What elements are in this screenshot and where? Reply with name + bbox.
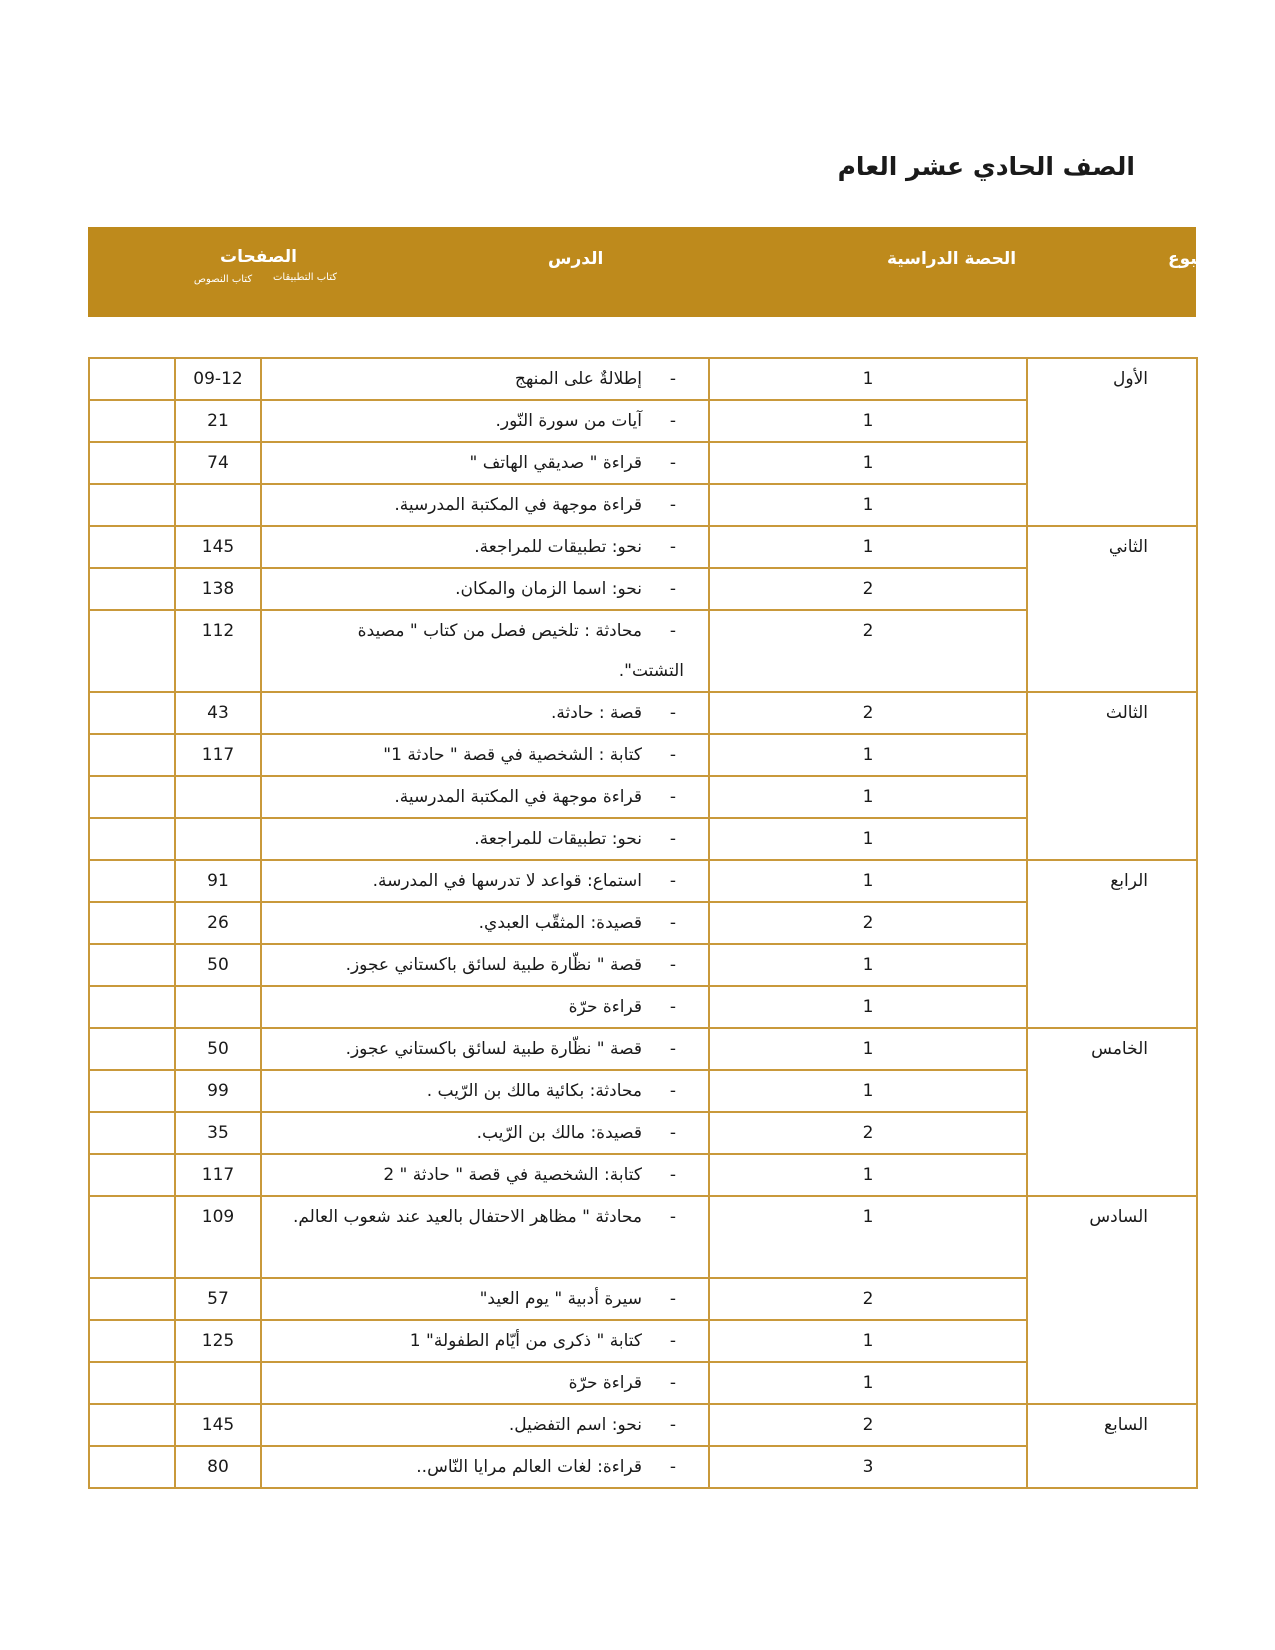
lesson-count-cell: 1 xyxy=(709,1362,1027,1404)
apps-book-pages-cell: 145 xyxy=(175,1404,261,1446)
lesson-cell xyxy=(261,860,709,902)
apps-book-pages-cell xyxy=(175,776,261,818)
texts-book-pages-cell xyxy=(89,860,175,902)
lesson-title: كتابة: الشخصية في قصة " حادثة " 2 xyxy=(383,1165,642,1185)
lesson-title: قراءة موجهة في المكتبة المدرسية. xyxy=(394,787,642,807)
texts-book-pages-cell xyxy=(89,902,175,944)
bullet-dash: - xyxy=(669,703,677,723)
lesson-count-cell: 1 xyxy=(709,734,1027,776)
lesson-count-cell: 1 xyxy=(709,484,1027,526)
header-lesson-count: الحصة الدراسية xyxy=(887,249,1017,269)
table-row xyxy=(89,692,1197,734)
header-week: الأسبوع xyxy=(1168,249,1233,269)
lesson-count-cell: 1 xyxy=(709,944,1027,986)
lesson-cell xyxy=(261,776,709,818)
texts-book-pages-cell xyxy=(89,526,175,568)
lesson-cell xyxy=(261,1362,709,1404)
lesson-cell xyxy=(261,1154,709,1196)
lesson-cell xyxy=(261,358,709,400)
texts-book-pages-cell xyxy=(89,734,175,776)
lesson-cell xyxy=(261,1320,709,1362)
lesson-count-cell: 2 xyxy=(709,1404,1027,1446)
texts-book-pages-cell xyxy=(89,944,175,986)
apps-book-pages-cell: 125 xyxy=(175,1320,261,1362)
lesson-count-cell: 1 xyxy=(709,400,1027,442)
lesson-cell xyxy=(261,610,709,692)
lesson-title: محادثة: بكائية مالك بن الرّيب . xyxy=(426,1081,642,1101)
bullet-dash: - xyxy=(669,1039,677,1059)
lesson-cell xyxy=(261,1070,709,1112)
bullet-dash: - xyxy=(669,1373,677,1393)
texts-book-pages-cell xyxy=(89,1028,175,1070)
lesson-cell xyxy=(261,902,709,944)
bullet-dash: - xyxy=(669,913,677,933)
lesson-title: نحو: اسما الزمان والمكان. xyxy=(455,579,642,599)
bullet-dash: - xyxy=(669,1207,677,1227)
bullet-dash: - xyxy=(669,453,677,473)
texts-book-pages-cell xyxy=(89,1278,175,1320)
lesson-title: نحو: تطبيقات للمراجعة. xyxy=(474,829,642,849)
lesson-title: محادثة : تلخيص فصل من كتاب " مصيدة التشتت". xyxy=(357,621,684,681)
texts-book-pages-cell xyxy=(89,358,175,400)
lesson-count-cell: 1 xyxy=(709,776,1027,818)
lesson-count-cell: 2 xyxy=(709,610,1027,692)
lesson-title: نحو: اسم التفضيل. xyxy=(508,1415,642,1435)
bullet-dash: - xyxy=(669,871,677,891)
table-row xyxy=(89,1404,1197,1446)
apps-book-pages-cell: 43 xyxy=(175,692,261,734)
apps-book-pages-cell: 145 xyxy=(175,526,261,568)
table-header xyxy=(88,227,1233,317)
lesson-count-cell: 1 xyxy=(709,358,1027,400)
apps-book-pages-cell: 117 xyxy=(175,734,261,776)
lesson-title: سيرة أدبية " يوم العيد" xyxy=(479,1289,642,1309)
bullet-dash: - xyxy=(669,1415,677,1435)
week-cell: الثالث xyxy=(1027,692,1197,860)
lesson-count-cell: 1 xyxy=(709,1320,1027,1362)
apps-book-pages-cell xyxy=(175,986,261,1028)
texts-book-pages-cell xyxy=(89,400,175,442)
apps-book-pages-cell: 117 xyxy=(175,1154,261,1196)
lesson-title: محادثة " مظاهر الاحتفال بالعيد عند شعوب العالم. xyxy=(292,1207,642,1227)
apps-book-pages-cell: 50 xyxy=(175,1028,261,1070)
apps-book-pages-cell: 91 xyxy=(175,860,261,902)
apps-book-pages-cell: 09-12 xyxy=(175,358,261,400)
week-cell: السادس xyxy=(1027,1196,1197,1404)
lesson-title: آيات من سورة النّور. xyxy=(495,411,642,431)
lesson-cell xyxy=(261,1028,709,1070)
header-pages: الصفحات xyxy=(220,247,297,267)
bullet-dash: - xyxy=(669,579,677,599)
header-texts-book: كتاب النصوص xyxy=(193,274,253,285)
lesson-count-cell: 1 xyxy=(709,1070,1027,1112)
texts-book-pages-cell xyxy=(89,484,175,526)
lesson-title: قصة : حادثة. xyxy=(550,703,642,723)
week-cell: الأول xyxy=(1027,358,1197,526)
lesson-count-cell: 2 xyxy=(709,692,1027,734)
lesson-cell xyxy=(261,1196,709,1278)
bullet-dash: - xyxy=(669,1123,677,1143)
apps-book-pages-cell: 80 xyxy=(175,1446,261,1488)
texts-book-pages-cell xyxy=(89,1112,175,1154)
texts-book-pages-cell xyxy=(89,568,175,610)
apps-book-pages-cell: 138 xyxy=(175,568,261,610)
lesson-count-cell: 2 xyxy=(709,1278,1027,1320)
texts-book-pages-cell xyxy=(89,1362,175,1404)
apps-book-pages-cell: 35 xyxy=(175,1112,261,1154)
bullet-dash: - xyxy=(669,495,677,515)
bullet-dash: - xyxy=(669,745,677,765)
texts-book-pages-cell xyxy=(89,818,175,860)
lesson-title: قصة " نظّارة طبية لسائق باكستاني عجوز. xyxy=(345,1039,642,1059)
texts-book-pages-cell xyxy=(89,610,175,692)
lesson-title: نحو: تطبيقات للمراجعة. xyxy=(474,537,642,557)
lesson-title: استماع: قواعد لا تدرسها في المدرسة. xyxy=(372,871,642,891)
bullet-dash: - xyxy=(669,955,677,975)
apps-book-pages-cell: 74 xyxy=(175,442,261,484)
lesson-count-cell: 1 xyxy=(709,986,1027,1028)
texts-book-pages-cell xyxy=(89,1320,175,1362)
bullet-dash: - xyxy=(669,787,677,807)
lesson-cell xyxy=(261,1446,709,1488)
lesson-count-cell: 2 xyxy=(709,568,1027,610)
lesson-count-cell: 2 xyxy=(709,1112,1027,1154)
lesson-count-cell: 1 xyxy=(709,526,1027,568)
lesson-cell xyxy=(261,692,709,734)
apps-book-pages-cell xyxy=(175,818,261,860)
week-cell: الرابع xyxy=(1027,860,1197,1028)
lesson-title: كتابة " ذكرى من أيّام الطفولة" 1 xyxy=(409,1331,642,1351)
lesson-cell xyxy=(261,1278,709,1320)
lesson-title: قصة " نظّارة طبية لسائق باكستاني عجوز. xyxy=(345,955,642,975)
texts-book-pages-cell xyxy=(89,1196,175,1278)
lesson-count-cell: 3 xyxy=(709,1446,1027,1488)
apps-book-pages-cell xyxy=(175,1362,261,1404)
apps-book-pages-cell: 99 xyxy=(175,1070,261,1112)
lesson-cell xyxy=(261,526,709,568)
apps-book-pages-cell: 57 xyxy=(175,1278,261,1320)
lesson-cell xyxy=(261,568,709,610)
texts-book-pages-cell xyxy=(89,986,175,1028)
lesson-title: قصيدة: مالك بن الرّيب. xyxy=(476,1123,642,1143)
bullet-dash: - xyxy=(669,621,677,641)
lesson-cell xyxy=(261,1404,709,1446)
lesson-title: قراءة " صديقي الهاتف " xyxy=(469,453,642,473)
week-cell: الثاني xyxy=(1027,526,1197,692)
lesson-cell xyxy=(261,400,709,442)
lesson-cell xyxy=(261,484,709,526)
bullet-dash: - xyxy=(669,829,677,849)
lesson-title: قراءة: لغات العالم مرايا النّاس.. xyxy=(416,1457,642,1477)
lesson-cell xyxy=(261,944,709,986)
week-cell: الخامس xyxy=(1027,1028,1197,1196)
lesson-title: إطلالةٌ على المنهج xyxy=(514,369,642,389)
week-cell: السابع xyxy=(1027,1404,1197,1488)
lesson-count-cell: 1 xyxy=(709,818,1027,860)
texts-book-pages-cell xyxy=(89,1446,175,1488)
lesson-cell xyxy=(261,986,709,1028)
texts-book-pages-cell xyxy=(89,692,175,734)
bullet-dash: - xyxy=(669,537,677,557)
texts-book-pages-cell xyxy=(89,1154,175,1196)
table-row xyxy=(89,1028,1197,1070)
bullet-dash: - xyxy=(669,997,677,1017)
table-row xyxy=(89,526,1197,568)
table-row xyxy=(89,358,1197,400)
lesson-title: قصيدة: المثقّب العبدي. xyxy=(478,913,642,933)
table-row xyxy=(89,860,1197,902)
table-row xyxy=(89,1196,1197,1278)
bullet-dash: - xyxy=(669,1289,677,1309)
bullet-dash: - xyxy=(669,369,677,389)
apps-book-pages-cell: 109 xyxy=(175,1196,261,1278)
lesson-plan-table xyxy=(88,357,1198,1489)
texts-book-pages-cell xyxy=(89,442,175,484)
apps-book-pages-cell xyxy=(175,484,261,526)
lesson-count-cell: 2 xyxy=(709,902,1027,944)
bullet-dash: - xyxy=(669,1457,677,1477)
lesson-cell xyxy=(261,818,709,860)
lesson-count-cell: 1 xyxy=(709,1028,1027,1070)
lesson-cell xyxy=(261,442,709,484)
bullet-dash: - xyxy=(669,1165,677,1185)
lesson-count-cell: 1 xyxy=(709,860,1027,902)
lesson-count-cell: 1 xyxy=(709,442,1027,484)
lesson-title: قراءة حرّة xyxy=(568,1373,642,1393)
bullet-dash: - xyxy=(669,1331,677,1351)
lesson-title: قراءة موجهة في المكتبة المدرسية. xyxy=(394,495,642,515)
apps-book-pages-cell: 21 xyxy=(175,400,261,442)
texts-book-pages-cell xyxy=(89,776,175,818)
apps-book-pages-cell: 112 xyxy=(175,610,261,692)
texts-book-pages-cell xyxy=(89,1404,175,1446)
page-title: الصف الحادي عشر العام xyxy=(837,152,1135,181)
bullet-dash: - xyxy=(669,1081,677,1101)
header-lesson: الدرس xyxy=(548,249,604,269)
lesson-count-cell: 1 xyxy=(709,1154,1027,1196)
lesson-count-cell: 1 xyxy=(709,1196,1027,1278)
lesson-title: قراءة حرّة xyxy=(568,997,642,1017)
apps-book-pages-cell: 50 xyxy=(175,944,261,986)
lesson-cell xyxy=(261,1112,709,1154)
apps-book-pages-cell: 26 xyxy=(175,902,261,944)
header-apps-book: كتاب التطبيقات xyxy=(272,272,338,283)
bullet-dash: - xyxy=(669,411,677,431)
lesson-cell xyxy=(261,734,709,776)
texts-book-pages-cell xyxy=(89,1070,175,1112)
lesson-title: كتابة : الشخصية في قصة " حادثة 1" xyxy=(383,745,642,765)
